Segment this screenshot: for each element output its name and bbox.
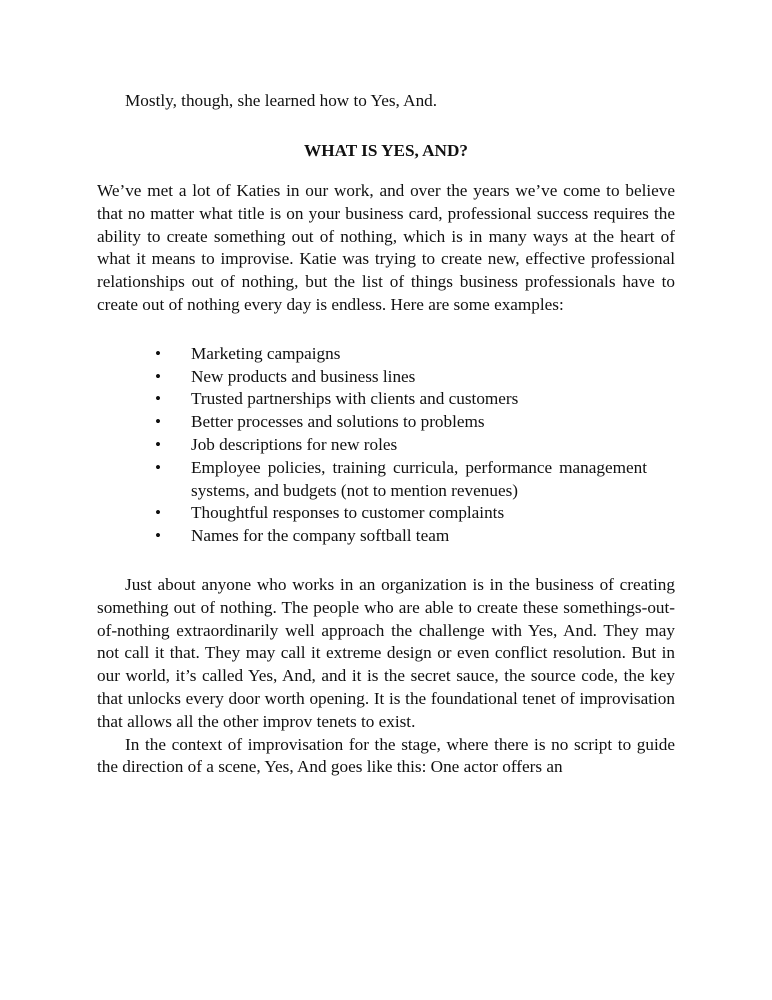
bullet-icon: • bbox=[155, 366, 162, 386]
list-item-text: Thoughtful responses to customer complaints bbox=[191, 503, 505, 523]
list-item bbox=[155, 525, 647, 548]
bullet-icon: • bbox=[155, 343, 162, 363]
list-item-text: New products and business lines bbox=[191, 366, 416, 386]
list-item-text: Employee policies, training curricula, performance management systems, and budgets (not to mention revenues) bbox=[191, 457, 647, 500]
list-item bbox=[155, 366, 647, 389]
list-item-text: Job descriptions for new roles bbox=[191, 434, 398, 454]
examples-list bbox=[97, 343, 675, 548]
list-item-text: Names for the company softball team bbox=[191, 526, 450, 546]
list-item bbox=[155, 434, 647, 457]
book-page bbox=[97, 90, 675, 779]
list-item-text: Marketing campaigns bbox=[191, 343, 341, 363]
list-item bbox=[155, 343, 647, 366]
paragraph-creating-something: Just about anyone who works in an organization is in the business of creating something out of nothing. The people who are able to create these somethings-out-of-nothing extraordinarily well approach the challenge with Yes, And. They may not call it that. They may call it extreme design or even conflict resolution. But in our world, it’s called Yes, And, and it is the secret sauce, the source code, the key that unlocks every door worth opening. It is the foundational tenet of improvisation that allows all the other improv tenets to exist. bbox=[97, 574, 675, 731]
paragraph-improv-context: In the context of improvisation for the stage, where there is no script to guide the direction of a scene, Yes, And goes like this: One actor offers an bbox=[97, 734, 675, 777]
list-item bbox=[155, 502, 647, 525]
section-heading: WHAT IS YES, AND? bbox=[304, 141, 468, 160]
list-item bbox=[155, 411, 647, 434]
bullet-icon: • bbox=[155, 389, 162, 409]
bullet-icon: • bbox=[155, 434, 162, 454]
bullet-icon: • bbox=[155, 457, 162, 477]
bullet-icon: • bbox=[155, 526, 162, 546]
list-item bbox=[155, 388, 647, 411]
intro-line: Mostly, though, she learned how to Yes, And. bbox=[125, 91, 438, 110]
paragraph-intro-examples: We’ve met a lot of Katies in our work, and over the years we’ve come to believe that no matter what title is on your business card, professional success requires the ability to create something out of nothing, which is in many ways at the heart of what it means to improvise. Katie was trying to create new, effective professional relationships out of nothing, but the list of things business professionals have to create out of nothing every day is endless. Here are some examples: bbox=[97, 181, 675, 314]
bullet-icon: • bbox=[155, 503, 162, 523]
list-item-text: Trusted partnerships with clients and customers bbox=[191, 389, 519, 409]
list-item bbox=[155, 457, 647, 503]
bullet-icon: • bbox=[155, 412, 162, 432]
list-item-text: Better processes and solutions to problems bbox=[191, 412, 485, 432]
